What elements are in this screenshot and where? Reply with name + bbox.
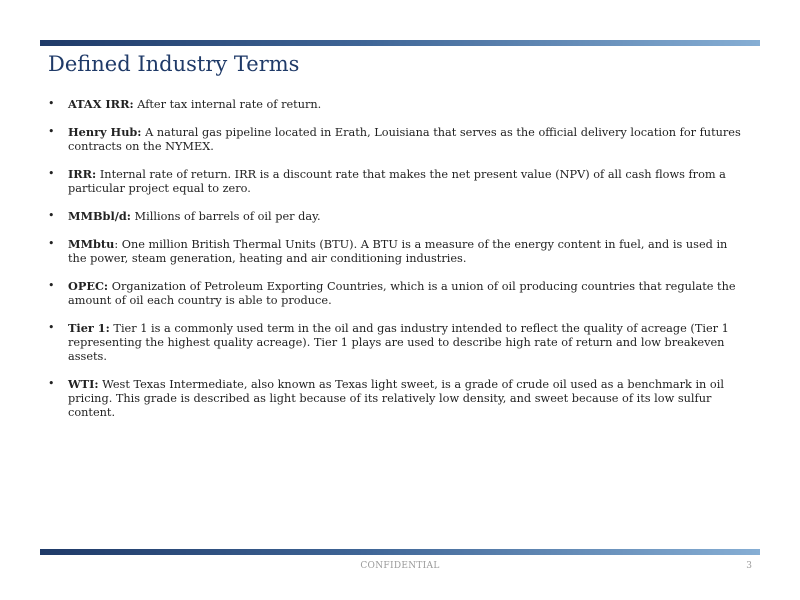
term-definition: Internal rate of return. IRR is a discount rate that makes the net present value (NPV) of all cash flows from a particular project equal to zero. (68, 168, 726, 195)
term-definition: Tier 1 is a commonly used term in the oil and gas industry intended to reflect the quality of acreage (Tier 1 representing the highest quality acreage). Tier 1 plays are used to describe high rate of return and low breakeven assets. (68, 322, 729, 363)
bullet-icon: • (48, 125, 55, 138)
term-definition: After tax internal rate of return. (133, 98, 322, 111)
footer-rule (40, 549, 760, 555)
term-definition: Millions of barrels of oil per day. (130, 210, 321, 223)
term-name: WTI: (68, 377, 99, 391)
term-item-henry-hub (48, 125, 748, 154)
bullet-icon: • (48, 237, 55, 250)
page-title: Defined Industry Terms (48, 52, 300, 76)
terms-list (48, 97, 748, 433)
term-name: MMBbl/d: (68, 209, 131, 223)
header-rule (40, 40, 760, 46)
term-item-tier-1 (48, 321, 748, 364)
page-number: 3 (746, 561, 752, 571)
term-definition: Organization of Petroleum Exporting Countries, which is a union of oil producing countries that regulate the amount of oil each country is able to produce. (68, 280, 736, 307)
term-item-mmbtu (48, 237, 748, 266)
term-item-mmbbl-d (48, 209, 748, 224)
bullet-icon: • (48, 321, 55, 334)
term-name: Tier 1: (68, 321, 110, 335)
term-name: Henry Hub: (68, 125, 142, 139)
bullet-icon: • (48, 279, 55, 292)
term-item-wti (48, 377, 748, 420)
term-definition: A natural gas pipeline located in Erath, Louisiana that serves as the official delivery location for futures contracts on the NYMEX. (68, 126, 741, 153)
term-item-opec (48, 279, 748, 308)
bullet-icon: • (48, 209, 55, 222)
term-item-atax-irr (48, 97, 748, 112)
term-definition: : One million British Thermal Units (BTU). A BTU is a measure of the energy content in fuel, and is used in the power, steam generation, heating and air conditioning industries. (68, 238, 728, 265)
term-name: MMbtu (68, 237, 115, 251)
term-name: OPEC: (68, 279, 109, 293)
confidential-label: CONFIDENTIAL (360, 561, 440, 571)
bullet-icon: • (48, 97, 55, 110)
bullet-icon: • (48, 167, 55, 180)
term-name: ATAX IRR: (68, 97, 134, 111)
term-name: IRR: (68, 167, 97, 181)
term-item-irr (48, 167, 748, 196)
bullet-icon: • (48, 377, 55, 390)
term-definition: West Texas Intermediate, also known as Texas light sweet, is a grade of crude oil used as a benchmark in oil pricing. This grade is described as light because of its relatively low density, and sweet because of its low sulfur content. (68, 378, 724, 419)
